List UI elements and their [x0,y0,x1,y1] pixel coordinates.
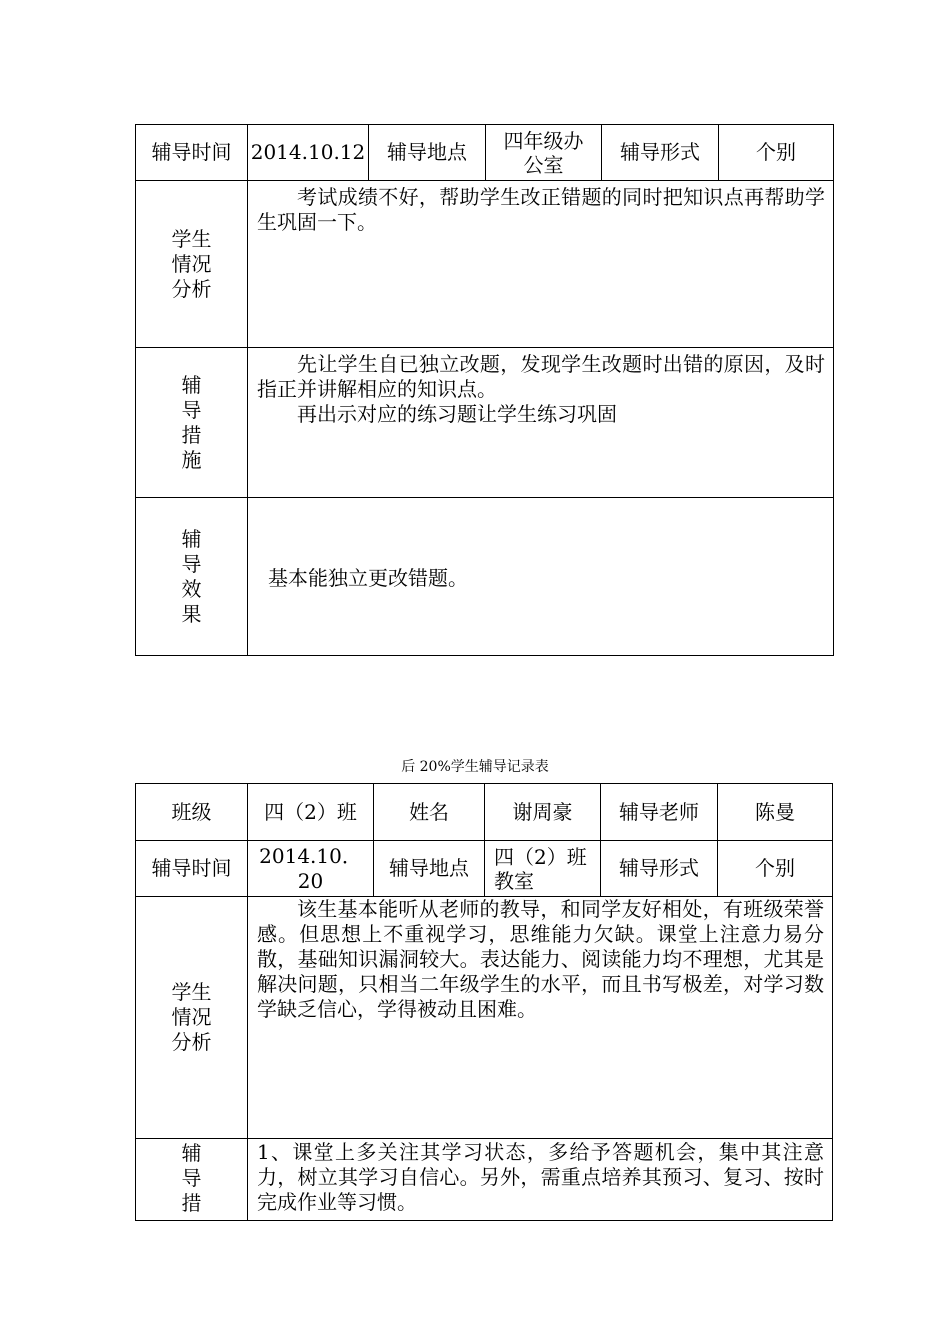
label-line: 导 [181,1166,202,1190]
measures-label [136,348,248,498]
tutoring-time-label: 辅导时间 [136,841,248,897]
class-value: 四（2）班 [248,784,374,841]
student-analysis-label [136,181,248,348]
tutoring-place-text: 四年级办公室 [503,128,584,177]
tutoring-form-value: 个别 [718,841,833,897]
label-line: 辅 [181,1141,202,1165]
class-label: 班级 [136,784,248,841]
effect-content: 基本能独立更改错题。 [248,498,834,656]
name-value: 谢周豪 [485,784,601,841]
name-label: 姓名 [374,784,485,841]
label-line: 分析 [171,1030,212,1054]
label-line: 施 [181,447,202,472]
label-line: 情况 [171,251,212,276]
table-row [136,784,833,841]
table-row [136,841,833,897]
measures-paragraph-1: 先让学生自已独立改题，发现学生改题时出错的原因，及时指正并讲解相应的知识点。 [257,352,825,401]
measures-content [248,348,834,498]
measures-content [248,1139,833,1221]
tutoring-place-label: 辅导地点 [369,125,486,181]
table-row [136,1139,833,1221]
measures-label [136,1139,248,1221]
tutoring-time-value: 2014.10.12 [248,125,369,181]
teacher-label: 辅导老师 [601,784,718,841]
label-line: 果 [181,601,202,626]
analysis-text: 考试成绩不好，帮助学生改正错题的同时把知识点再帮助学生巩固一下。 [257,185,825,234]
tutoring-place-label: 辅导地点 [374,841,485,897]
measures-paragraph-1: 1、课堂上多关注其学习状态，多给予答题机会，集中其注意力，树立其学习自信心。另外，需重点培养其预习、复习、按时完成作业等习惯。 [257,1140,824,1214]
student-analysis-content [248,897,833,1139]
label-line: 导 [181,551,202,576]
student-analysis-label [136,897,248,1139]
tutoring-record-table-2 [135,783,833,1221]
label-line: 学生 [171,226,212,251]
tutoring-record-table-1 [135,124,834,656]
student-analysis-content [248,181,834,348]
table-row [136,348,834,498]
label-line: 情况 [171,1005,212,1029]
table-row [136,181,834,348]
tutoring-place-text: 四（2）班教室 [494,844,587,893]
table-row [136,498,834,656]
table-row [136,125,834,181]
tutoring-time-value: 2014.10．20 [248,841,374,897]
label-line: 措 [181,1191,202,1215]
label-line: 效 [181,576,202,601]
tutoring-place-value [486,125,602,181]
measures-paragraph-2: 再出示对应的练习题让学生练习巩固 [297,402,617,426]
tutoring-form-value: 个别 [719,125,834,181]
table-2-title: 后 20%学生辅导记录表 [401,759,549,775]
tutoring-form-label: 辅导形式 [602,125,719,181]
tutoring-form-label: 辅导形式 [601,841,718,897]
label-line: 学生 [171,980,212,1004]
table-row [136,897,833,1139]
teacher-value: 陈曼 [718,784,833,841]
label-line: 措 [181,422,202,447]
label-line: 辅 [181,372,202,397]
analysis-text: 该生基本能听从老师的教导，和同学友好相处，有班级荣誉感。但思想上不重视学习，思维能力欠缺。课堂上注意力易分散，基础知识漏洞较大。表达能力、阅读能力均不理想，尤其是解决问题，只相当二年级学生的水平，而且书写极差，对学习数学缺乏信心，学得被动且困难。 [257,897,824,1021]
tutoring-place-value [485,841,601,897]
label-line: 辅 [181,526,202,551]
effect-label [136,498,248,656]
label-line: 导 [181,397,202,422]
label-line: 分析 [171,276,212,301]
tutoring-time-label: 辅导时间 [136,125,248,181]
